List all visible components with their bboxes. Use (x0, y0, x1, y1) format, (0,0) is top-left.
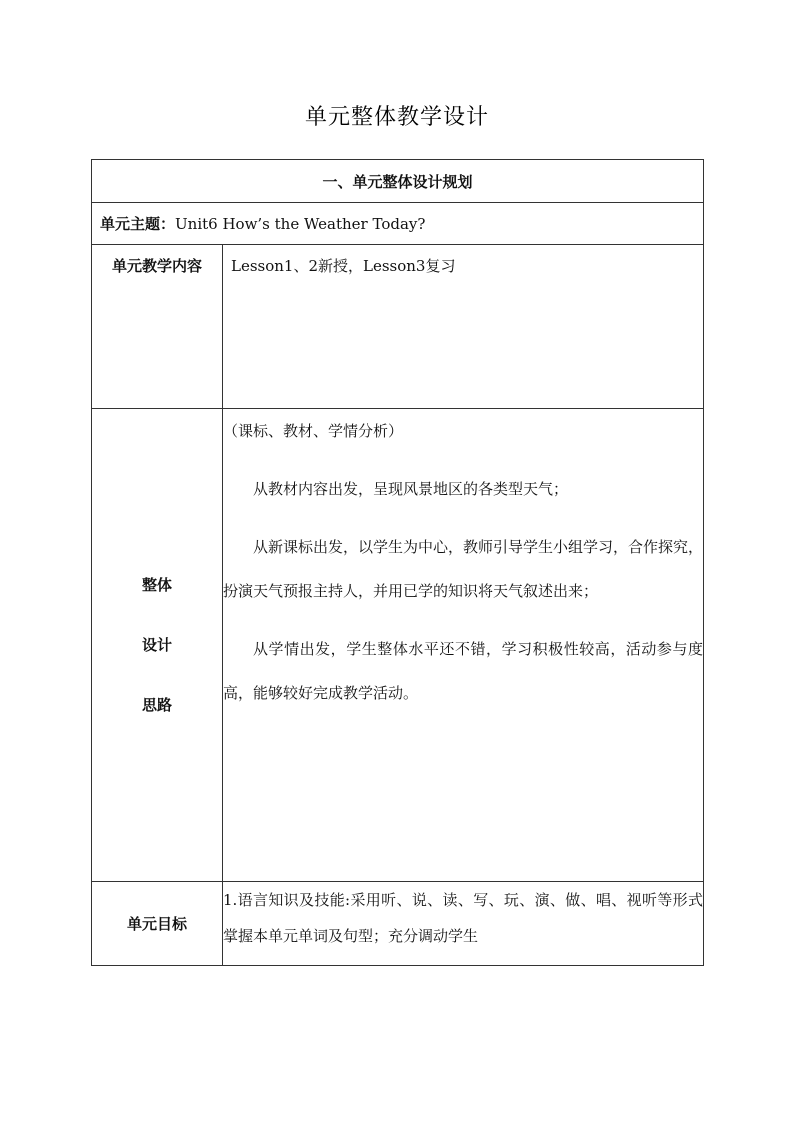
teaching-content-label: 单元教学内容 (92, 245, 223, 409)
design-approach-text (223, 409, 704, 882)
document-title: 单元整体教学设计 (304, 105, 489, 130)
design-paragraph-learners: 从学情出发，学生整体水平还不错，学习积极性较高，活动参与度高，能够较好完成教学活动。 (223, 640, 704, 702)
teaching-content-value: Lesson1、2新授，Lesson3复习 (223, 245, 704, 409)
design-paragraph-materials: 从教材内容出发，呈现风景地区的各类型天气； (253, 480, 569, 498)
unit-goal-text: 1.语言知识及技能:采用听、说、读、写、玩、演、做、唱、视听等形式掌握本单元单词及句型；充分调动学生 (223, 882, 704, 966)
design-paragraph-analysis-note: （课标、教材、学情分析） (223, 422, 404, 440)
design-approach-label (92, 409, 223, 882)
design-label-line-3: 思路 (141, 696, 172, 714)
design-label-line-1: 整体 (141, 576, 172, 594)
design-approach-row (92, 409, 704, 882)
unit-theme-cell (92, 203, 704, 245)
unit-plan-table (91, 159, 704, 966)
section-header-row (92, 160, 704, 203)
design-paragraph-curriculum: 从新课标出发，以学生为中心，教师引导学生小组学习，合作探究，扮演天气预报主持人，并用已学的知识将天气叙述出来； (223, 538, 704, 600)
unit-goal-row (92, 882, 704, 966)
unit-theme-value: Unit6 How’s the Weather Today? (175, 215, 426, 233)
section-header: 一、单元整体设计规划 (92, 160, 704, 203)
unit-theme-row (92, 203, 704, 245)
teaching-content-row (92, 245, 704, 409)
unit-goal-label: 单元目标 (92, 882, 223, 966)
design-label-line-2: 设计 (141, 636, 172, 654)
unit-theme-label: 单元主题： (100, 215, 176, 233)
